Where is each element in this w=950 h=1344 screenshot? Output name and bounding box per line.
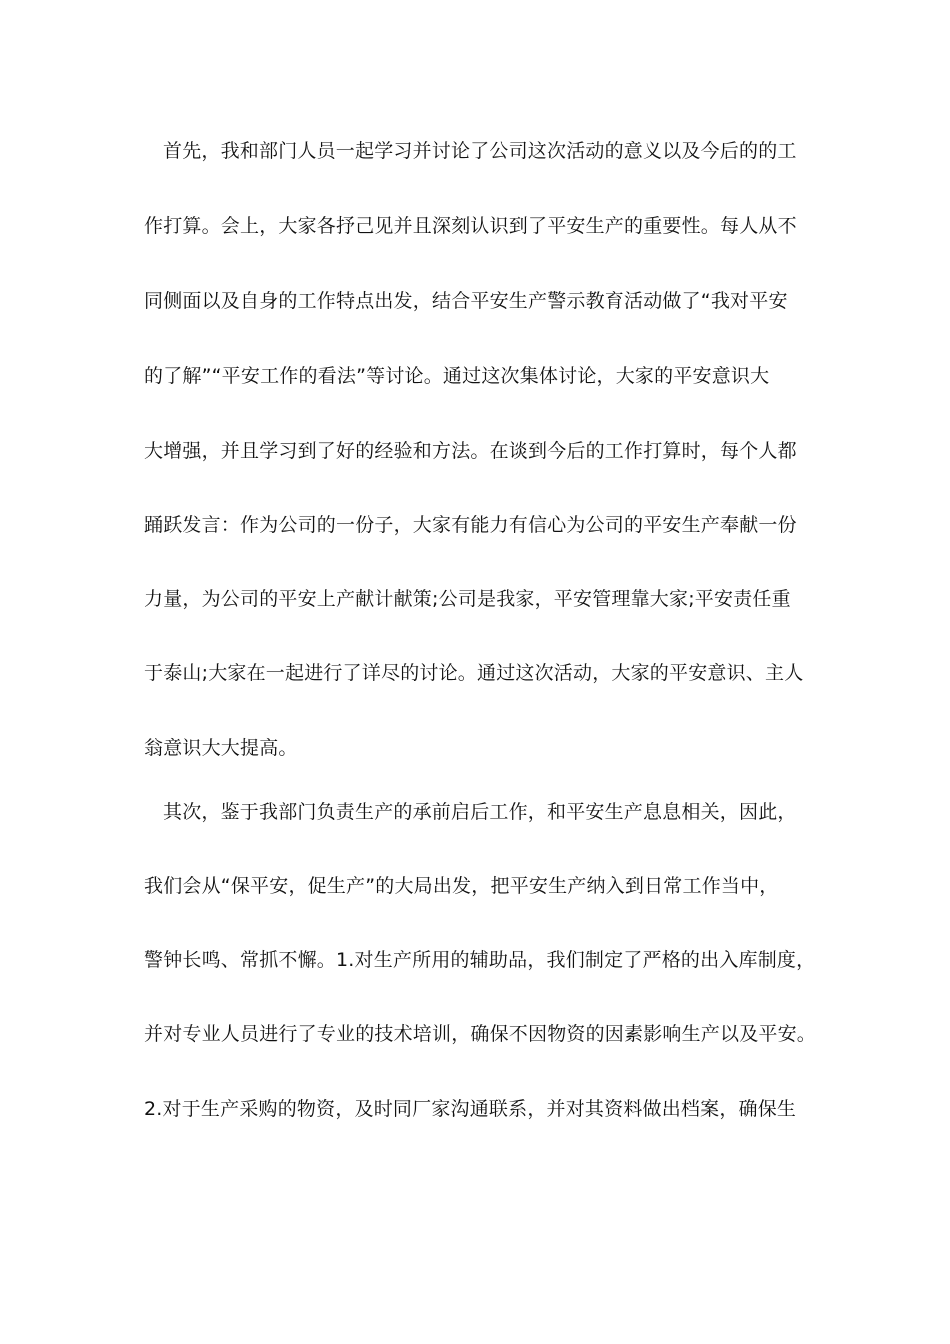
paragraph-2-line-3: 警钟长鸣、常抓不懈。1.对生产所用的辅助品，我们制定了严格的出入库制度， xyxy=(144,949,816,971)
paragraph-2-line-4: 并对专业人员进行了专业的技术培训，确保不因物资的因素影响生产以及平安。 xyxy=(144,1023,817,1045)
paragraph-2-line-5: 2.对于生产采购的物资，及时同厂家沟通联系，并对其资料做出档案，确保生 xyxy=(144,1098,797,1120)
paragraph-1-line-2: 作打算。会上，大家各抒己见并且深刻认识到了平安生产的重要性。每人从不 xyxy=(144,215,797,237)
paragraph-1-line-5: 大增强，并且学习到了好的经验和方法。在谈到今后的工作打算时，每个人都 xyxy=(144,440,797,462)
paragraph-1-line-8: 于泰山;大家在一起进行了详尽的讨论。通过这次活动，大家的平安意识、主人 xyxy=(144,662,804,684)
paragraph-2-line-1: 其次，鉴于我部门负责生产的承前启后工作，和平安生产息息相关，因此， xyxy=(163,801,797,823)
paragraph-1-line-6: 踊跃发言：作为公司的一份子，大家有能力有信心为公司的平安生产奉献一份 xyxy=(144,514,797,536)
paragraph-1-line-1: 首先，我和部门人员一起学习并讨论了公司这次活动的意义以及今后的的工 xyxy=(163,140,797,162)
paragraph-1-line-9: 翁意识大大提高。 xyxy=(144,737,298,759)
paragraph-2-line-2: 我们会从“保平安，促生产”的大局出发，把平安生产纳入到日常工作当中， xyxy=(144,875,779,897)
paragraph-1-line-4: 的了解”“平安工作的看法”等讨论。通过这次集体讨论，大家的平安意识大 xyxy=(144,365,770,387)
paragraph-1-line-7: 力量，为公司的平安上产献计献策;公司是我家，平安管理靠大家;平安责任重 xyxy=(144,588,791,610)
paragraph-1-line-3: 同侧面以及自身的工作特点出发，结合平安生产警示教育活动做了“我对平安 xyxy=(144,290,788,312)
